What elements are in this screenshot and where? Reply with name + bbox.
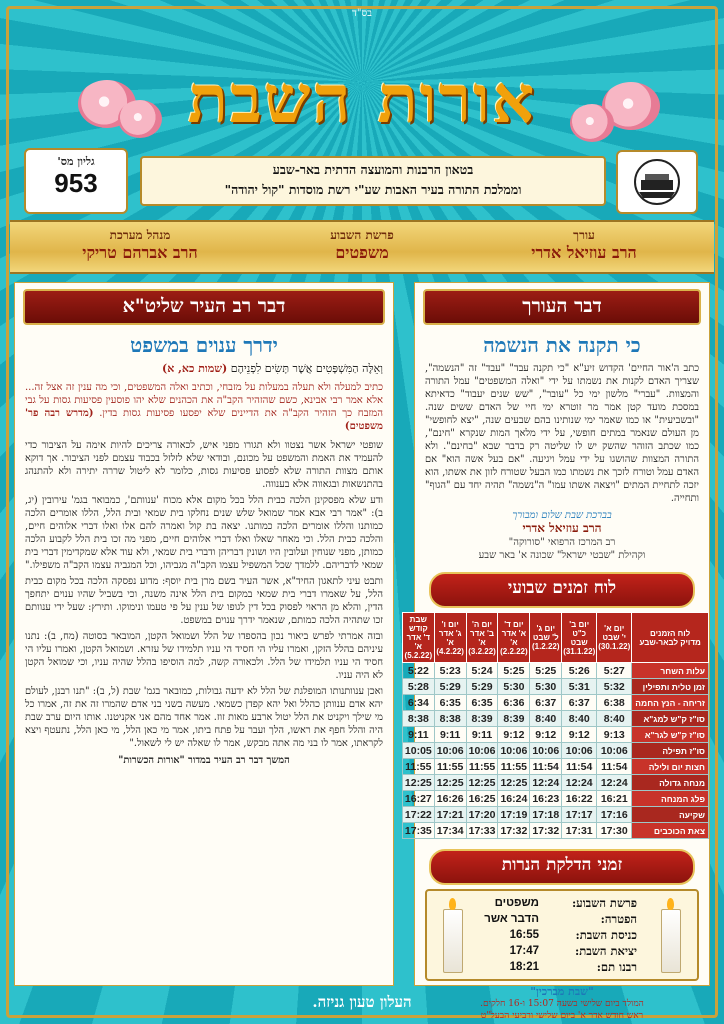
times-cell: 9:12 [562,727,597,743]
day-header-name: יום ד' [504,619,524,629]
day-header-heb: ד' אדר א' [406,633,431,651]
times-cell: 10:06 [530,743,562,759]
candle-value: 18:21 [509,961,539,973]
times-row-label: סו"ז תפילה [632,743,709,759]
times-cell: 5:26 [562,663,597,679]
editor-heading: דבר העורך [423,289,701,325]
times-cell: 5:32 [597,679,632,695]
times-cell: 17:21 [434,807,466,823]
candle-box [425,889,699,981]
times-row [402,743,708,759]
candle-value: הדבר אשר [484,913,539,925]
times-row-label: שקיעה [632,807,709,823]
staff-name: הרב אברהם טריקי [82,243,198,262]
times-cell: 17:30 [597,823,632,839]
day-header-greg: (5.2.22) [404,651,433,660]
times-row [402,663,708,679]
candle-row [484,895,637,911]
staff-name: הרב עוזיאל אדרי [531,243,637,262]
times-cell: 8:39 [498,711,530,727]
times-cell: 10:05 [402,743,434,759]
molad-line-2: ראש חודש אדר א' ביום שלישי ורביעי הבעל"ט [480,1011,644,1021]
times-row [402,727,708,743]
candle-label: פרשת השבוע: [571,896,637,910]
times-row-label: פלג המנחה [632,791,709,807]
times-cell: 16:27 [402,791,434,807]
times-row-label: סו"ז ק"ש לגר"א [632,727,709,743]
candle-icon [661,909,681,973]
times-cell: 12:25 [466,775,498,791]
times-row-label: צאת הכוכבים [632,823,709,839]
times-cell: 5:29 [434,679,466,695]
rav-paragraph: ותבט עיני לתאגון החיד"א, אשר העיר בשם מרן בית יוסף: מדוע נפסקה הלכה בכל מקום כבית הלל, על שאמרו דברי בית שמאי במקום בית הלל אינה משנה, וכי בשביל שהיו ענוים יתחפך הדין, והלא מן הראוי לפסוק בכל דין לגופו של ענין על פי טעמו ונימוקו. ותירץ: שעל ידי ענוותם זכו שתהיה הלכה כמותם, שנאמר ידרך ענוים במשפט. [25,576,383,626]
day-header-name: יום א' [604,624,625,633]
times-cell: 5:23 [434,663,466,679]
times-cell: 5:31 [562,679,597,695]
times-cell: 16:24 [498,791,530,807]
times-cell: 11:55 [434,759,466,775]
candle-value: 17:47 [509,945,539,957]
times-row-label: זמן טלית ותפילין [632,679,709,695]
times-cell: 17:17 [562,807,597,823]
times-cell: 12:25 [402,775,434,791]
times-cell: 5:27 [597,663,632,679]
times-cell: 8:39 [466,711,498,727]
times-row [402,711,708,727]
subtitle-line-2: וממלכת התורה בעיר האבות שע"י רשת מוסדות "קול יהודה" [224,182,522,197]
times-cell: 17:16 [597,807,632,823]
day-header [498,613,530,663]
candle-row [484,911,637,927]
rav-column [14,282,394,986]
times-corner [632,613,709,663]
times-cell: 16:22 [562,791,597,807]
subtitle-line-1: בטאון הרבנות והמועצה הדתית באר-שבע [272,162,474,177]
staff-name: משפטים [335,243,389,262]
day-header [434,613,466,663]
staff-manager [30,228,250,263]
day-header-heb: י' שבט [602,633,627,642]
times-row [402,823,708,839]
staff-bar [10,220,714,274]
times-cell: 10:06 [498,743,530,759]
candle-ribbon: זמני הדלקת הנרות [429,849,695,885]
day-header-greg: (30.1.22) [598,642,631,651]
subtitle-banner [140,156,606,206]
day-header-name: יום ו' [441,619,459,629]
times-cell: 12:24 [597,775,632,791]
times-cell: 11:55 [466,759,498,775]
candle-value: משפטים [494,897,539,909]
times-row [402,807,708,823]
times-cell: 17:18 [530,807,562,823]
editor-title: כי תקנה את הנשמה [483,333,641,357]
staff-role: פרשת השבוע [330,228,394,242]
day-header-heb: ל' שבט [532,633,559,642]
times-cell: 8:38 [434,711,466,727]
rav-paragraph: ודע שלא מפסקינן הלכה כבית הלל בכל מקום אלא מכוח 'ענוותם', כמבואר בגמ' עירובין (יג, ב): "אמר רבי אבא אמר שמואל שלש שנים נחלקו בית שמאי ובית הלל, הללו אומרים הלכה כמותנו והללו אומרים הלכה כמותנו. יצאה בת קול ואמרה להם אלו ואלו דברי אלוהים חיים, והלכה כבית הלל. וכי מאחר שאלו ואלו דברי אלוהים חיים, מפני מה זכו בית הלל לקבוע הלכה כמותן, מפני שנוחין ועלובין היו ושונין דבריהן ודברי בית שמאי, ולא עוד אלא שמקדימין דברי בית שמאי לדבריהם. ללמדך שכל המשפיל עצמו הקב"ה מגביהו, וכל המגביה עצמו הקב"ה משפילו." [25,495,383,571]
times-cell: 17:35 [402,823,434,839]
times-cell: 11:54 [597,759,632,775]
times-cell: 17:22 [402,807,434,823]
times-cell: 12:24 [562,775,597,791]
sig-line-1: רב המרכז הרפואי "סורוקה" [508,537,616,548]
day-header-heb: ב' אדר א' [470,628,495,647]
times-cell: 9:13 [597,727,632,743]
day-header [466,613,498,663]
day-header-name: שבת קודש [408,615,428,633]
times-row-label: חצות יום ולילה [632,759,709,775]
times-cell: 5:25 [530,663,562,679]
times-cell: 12:25 [498,775,530,791]
sig-line-2: וקהילת "שבטי ישראל" שכונה א' באר שבע [478,550,646,561]
times-cell: 6:35 [466,695,498,711]
times-cell: 6:35 [434,695,466,711]
times-cell: 16:25 [466,791,498,807]
times-cell: 5:24 [466,663,498,679]
times-cell: 17:31 [562,823,597,839]
times-row [402,759,708,775]
candle-value: 16:55 [509,929,539,941]
times-row-label: עלות השחר [632,663,709,679]
times-cell: 6:38 [597,695,632,711]
weekly-times-table [402,612,709,839]
times-cell: 9:11 [434,727,466,743]
issue-label: גליון מס' [57,155,95,168]
day-header-heb: כ"ט שבט [570,628,588,647]
sig-blessing: בברכת שבת שלום ומבורך [512,510,612,521]
times-cell: 16:26 [434,791,466,807]
times-row [402,679,708,695]
times-cell: 8:40 [562,711,597,727]
times-row [402,775,708,791]
times-row-label: מנחה גדולה [632,775,709,791]
rav-midrash-src: (מדרש רבה פר' משפטים) [25,408,383,432]
issue-number: 953 [54,168,98,198]
day-header-name: יום ה' [471,619,493,629]
times-row-label: סו"ז ק"ש למג"א [632,711,709,727]
candle-icon [443,909,463,973]
day-header-greg: (31.1.22) [563,646,596,656]
times-header-row [402,613,708,663]
candle-row [484,959,637,975]
times-row-label: זריחה - הנץ החמה [632,695,709,711]
weekly-times-ribbon: לוח זמנים שבועי [429,572,695,608]
times-cell: 17:33 [466,823,498,839]
rav-quote-block [15,362,393,375]
rav-paragraph: ובזה אמרתי לפרש ביאור נכון בהספדו של הלל ושמואל הקטן, המובאר בסוטה (מח, ב): נתנו עיניהם בהלל הזקן, ואמרו עליו הי חסיד הי עניו תלמידו של עזרא. ושמואל הקטן, ואמרו עליו הי חסיד הי עניו תלמידו של הלל. ולכאורה קשה, למה הוסיפו בהלל שהיה עניו, וכי שמואל הקטן לא היה עניו. [25,631,383,681]
candle-row [484,927,637,943]
times-cell: 11:54 [562,759,597,775]
staff-role: עורך [573,228,595,242]
times-cell: 17:34 [434,823,466,839]
times-cell: 17:32 [530,823,562,839]
candle-list [484,895,637,975]
times-cell: 11:54 [530,759,562,775]
times-cell: 8:40 [530,711,562,727]
times-cell: 8:40 [597,711,632,727]
rav-quote: וְאֵלֶּה הַמִּשְׁפָּטִים אֲשֶׁר תָּשִׂים לִפְנֵיהֶם [230,362,383,375]
footer-text: העלון טעון גניזה. [312,993,412,1011]
rav-midrash-block [15,381,393,433]
day-header-greg: (2.2.22) [500,646,528,656]
mevarchim: "שבת מברכין" [530,985,594,998]
times-cell: 16:23 [530,791,562,807]
rav-continued: המשך דבר רב העיר במדור "אורות הכשרות" [118,755,290,766]
day-header [562,613,597,663]
times-cell: 17:32 [498,823,530,839]
candle-label: הפטרה: [600,912,637,926]
editor-column [404,282,710,1021]
day-header-greg: (1.2.22) [531,642,560,651]
times-cell: 10:06 [434,743,466,759]
molad-line-1: המולד ביום שלישי בשעה 15:07 ו-16 חלקים. [480,999,644,1009]
day-header-name: יום ג' [536,624,556,633]
times-cell: 17:20 [466,807,498,823]
times-cell: 6:34 [402,695,434,711]
rav-paragraph: ואכן ענוותנותו המופלגת של הלל לא ידעה גבולות, כמובאר בגמ' שבת (ל, ב): "תנו רבנן, לעולם יהא אדם ענוותן כהלל ואל יהא קפדן כשמאי. מעשה בשני בני אדם שהמרו זה את זה, אמרו כל מי שילך ויקניט את הלל יטול ארבע מאות זוז. אמר אחד מהם אני אקניטנו. אותו היום ערב שבת היה והלל חפף את ראשו, הלך ועבר על פתח ביתו, אמר מי כאן הלל, מי כאן הלל, נתעטף ויצא לקראתו, אמר לו בני מה אתה מבקש, אמר לו שאלה יש לי לשאול." [25,686,383,749]
times-cell: 12:25 [434,775,466,791]
kol-yehuda-logo-icon [616,150,698,214]
candle-label: רבנו תם: [596,960,637,974]
day-header-name: יום ב' [569,619,590,629]
candle-label: כניסת השבת: [575,928,637,942]
editor-body: כתב ה'אור החיים' הקדוש זיע"א "כי תקנה עבד" "עבד" זה "הנשמה", שצריך האדם לקנות את נשמתו על ידי "ואלה המשפטים" עמל התורה והמצוות. "עברי" מלשון ימי כל "עובר", "שש שנים יעבוד" כדאיתא במסכת מועד קטן אמר מר זוטרא ימי חיי של האדם ששים שנה. "ובשביעית" או כמו שאמר ימי שנותינו בהם שבעים שנה, "יצא לחופשי" מן העולם שנאמר במתים חופשי, על ידי מלאך המות שנקרא "חינם", כמו שכתב הזוהר שהשק יש לו שליטה רק בדבר שבא "בחינם". ולא התורה המצוות שהושגו על ידי עמל ויגיעה. "אם בעל אשה הוא" אם האדם עמל וטורח לזכך את נשמתו כמו הבעל שטורח לזון את אשתו, הוא יזכה לתחיית המתים "ויצאה אשתו עמו" ה"נשמה" תהיה יחד עם "הגוף" ותחייה. [425,363,699,504]
day-header-heb: ג' אדר א' [438,628,462,647]
times-row [402,791,708,807]
day-header [530,613,562,663]
times-cell: 5:25 [498,663,530,679]
rav-midrash: כתיב למעלה ולא תעלה במעלות על מזבחי, וכתיב ואלה המשפטים, וכי מה ענין זה אצל זה... אלא אמר רבי אבינא, כשם שהזהיר הקב"ה את הכהנים שלא יהו פוסעין פסיעות גסות על גבי המזבח כך הזהיר הקב"ה את הדיינים שלא יפסעו פסיעות גסות בדין. [25,382,383,419]
staff-role: מנהל מערכת [109,228,171,242]
day-header-greg: (4.2.22) [436,646,464,656]
masthead-title: אורות השבת [187,60,537,138]
times-cell: 9:11 [466,727,498,743]
times-cell: 11:55 [402,759,434,775]
times-cell: 9:12 [498,727,530,743]
times-cell: 11:55 [498,759,530,775]
times-cell: 9:11 [402,727,434,743]
rav-title: ידרך ענוים במשפט [130,333,278,357]
times-cell: 8:38 [402,711,434,727]
times-cell: 6:37 [562,695,597,711]
times-cell: 5:29 [466,679,498,695]
times-cell: 5:30 [498,679,530,695]
day-header [597,613,632,663]
bs-mark: בס"ד [352,8,372,19]
times-cell: 5:28 [402,679,434,695]
rav-quote-src: (שמות כא, א) [162,362,228,375]
times-cell: 16:21 [597,791,632,807]
rav-paragraph: שופטי ישראל אשר נצטוו ולא תגורו מפני איש, לכאורה צריכים להיות אימה על הציבור כדי להעמיד את האמת והמשפט על מכונם, ובודאי שלא לזלזל בכבוד עצמם לפני הציבור. אך דוקא אותם מצוות התורה שלא לפסוע פסיעות גסות, כלומר לא ליטול שררה יתירה ולא להתנהג בהתנשאות ובגאווה אלא בענווה. [25,440,383,490]
table-title: לוח הזמנים [650,628,691,638]
times-cell: 6:37 [530,695,562,711]
times-cell: 5:22 [402,663,434,679]
candle-label: יציאת השבת: [574,944,637,958]
times-cell: 9:12 [530,727,562,743]
day-header [402,613,434,663]
issue-box [24,148,128,214]
times-cell: 10:06 [466,743,498,759]
day-header-heb: א' אדר א' [501,628,527,647]
editor-signature [415,509,709,562]
rav-heading: דבר רב העיר שליט"א [23,289,385,325]
day-header-greg: (3.2.22) [468,646,496,656]
times-cell: 5:30 [530,679,562,695]
times-cell: 17:19 [498,807,530,823]
times-cell: 10:06 [562,743,597,759]
times-row [402,695,708,711]
staff-parasha [252,228,472,263]
times-cell: 12:24 [530,775,562,791]
staff-editor [474,228,694,263]
candle-row [484,943,637,959]
times-cell: 6:36 [498,695,530,711]
sig-name: הרב עוזיאל אדרי [522,521,602,535]
times-cell: 10:06 [597,743,632,759]
table-sub: מדויק לבאר-שבע [639,637,701,647]
